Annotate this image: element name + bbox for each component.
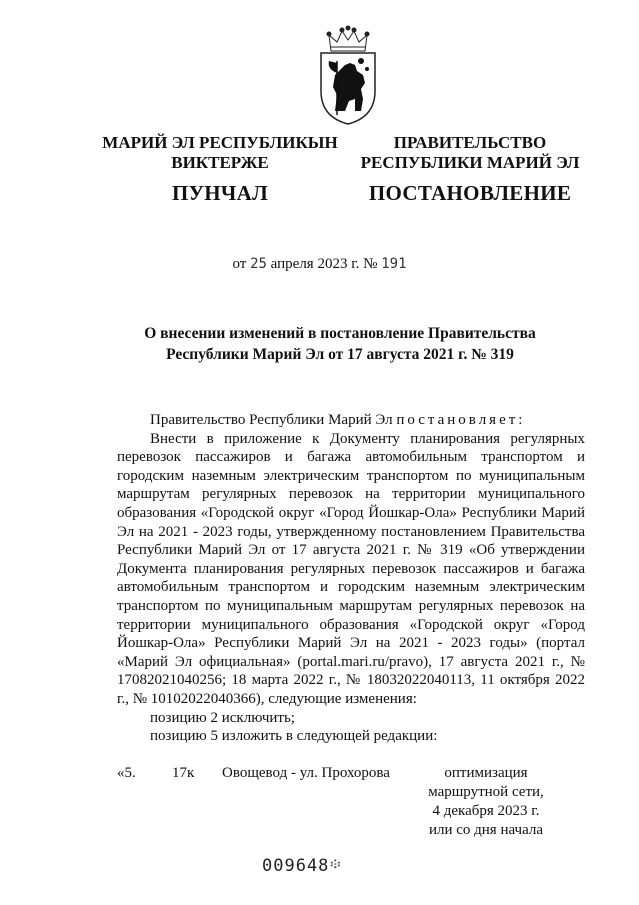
- measure-line-2: маршрутной сети,: [428, 784, 544, 800]
- title-line2: Республики Марий Эл от 17 августа 2021 г. № 319: [166, 346, 514, 363]
- ornament-mark-icon: ፨: [330, 857, 341, 873]
- coat-of-arms-icon: [317, 25, 379, 125]
- table-cell-path: Овощевод - ул. Прохорова: [222, 765, 390, 781]
- header-left-block: [95, 133, 345, 206]
- table-cell-route: 17к: [172, 765, 195, 781]
- document-number: 191: [381, 256, 407, 272]
- table-cell-measure: [400, 764, 572, 840]
- date-month-year: апреля 2023 г. №: [270, 256, 378, 272]
- intro-line: [117, 411, 585, 430]
- header-right-line2: РЕСПУБЛИКИ МАРИЙ ЭЛ: [360, 153, 580, 172]
- measure-line-1: оптимизация: [444, 765, 528, 781]
- intro-decree-word: постановляет:: [396, 412, 526, 428]
- measure-line-3: 4 декабря 2023 г.: [432, 803, 540, 819]
- serial-number: 009648: [262, 856, 330, 876]
- intro-start: Правительство Республики Марий Эл: [150, 412, 393, 428]
- header-right-line1: ПРАВИТЕЛЬСТВО: [393, 133, 547, 152]
- paragraph-remove-position: позицию 2 исключить;: [150, 709, 295, 726]
- paragraph-new-wording: позицию 5 изложить в следующей редакции:: [150, 728, 438, 745]
- title-line1: О внесении изменений в постановление Правительства: [144, 325, 536, 342]
- header-left-line1: МАРИЙ ЭЛ РЕСПУБЛИКЫН: [102, 133, 338, 152]
- header-right-doc-type: ПОСТАНОВЛЕНИЕ: [368, 181, 572, 205]
- header-left-doc-type: ПУНЧАЛ: [171, 181, 269, 205]
- date-line: [0, 256, 639, 273]
- date-prefix: от: [232, 256, 247, 272]
- measure-line-4: или со дня начала: [428, 822, 544, 838]
- paragraph-main: Внести в приложение к Документу планирования регулярных перевозок пассажиров и багажа автомобильным транспортом и городским наземным электрическим транспортом по муниципальным маршрутам регулярных перевозок на территории муниципального образования «Городской округ «Город Йошкар-Ола» Республики Марий Эл на 2021 - 2023 годы, утвержденному постановлением Правительства Республики Марий Эл от 17 августа 2021 г. № 319 «Об утверждении Документа планирования регулярных перевозок пассажиров и багажа автомобильным транспортом и городским наземным электрическим транспортом по муниципальным маршрутам регулярных перевозок на территории муниципального образования «Городской округ «Город Йошкар-Ола» Республики Марий Эл на 2021 - 2023 годы» (портал «Марий Эл официальная» (portal.mari.ru/pravo), 17 августа 2021 г., № 17082021040256; 18 марта 2022 г., № 18032022040113, 11 октября 2022 г., № 10102022040366), следующие изменения:: [117, 430, 585, 707]
- document-body: [117, 411, 585, 746]
- header-left-line2: ВИКТЕРЖЕ: [171, 153, 269, 172]
- date-day: 25: [250, 256, 267, 272]
- table-cell-number: «5.: [117, 765, 136, 781]
- header-right-block: [355, 133, 585, 206]
- document-title: [110, 323, 570, 365]
